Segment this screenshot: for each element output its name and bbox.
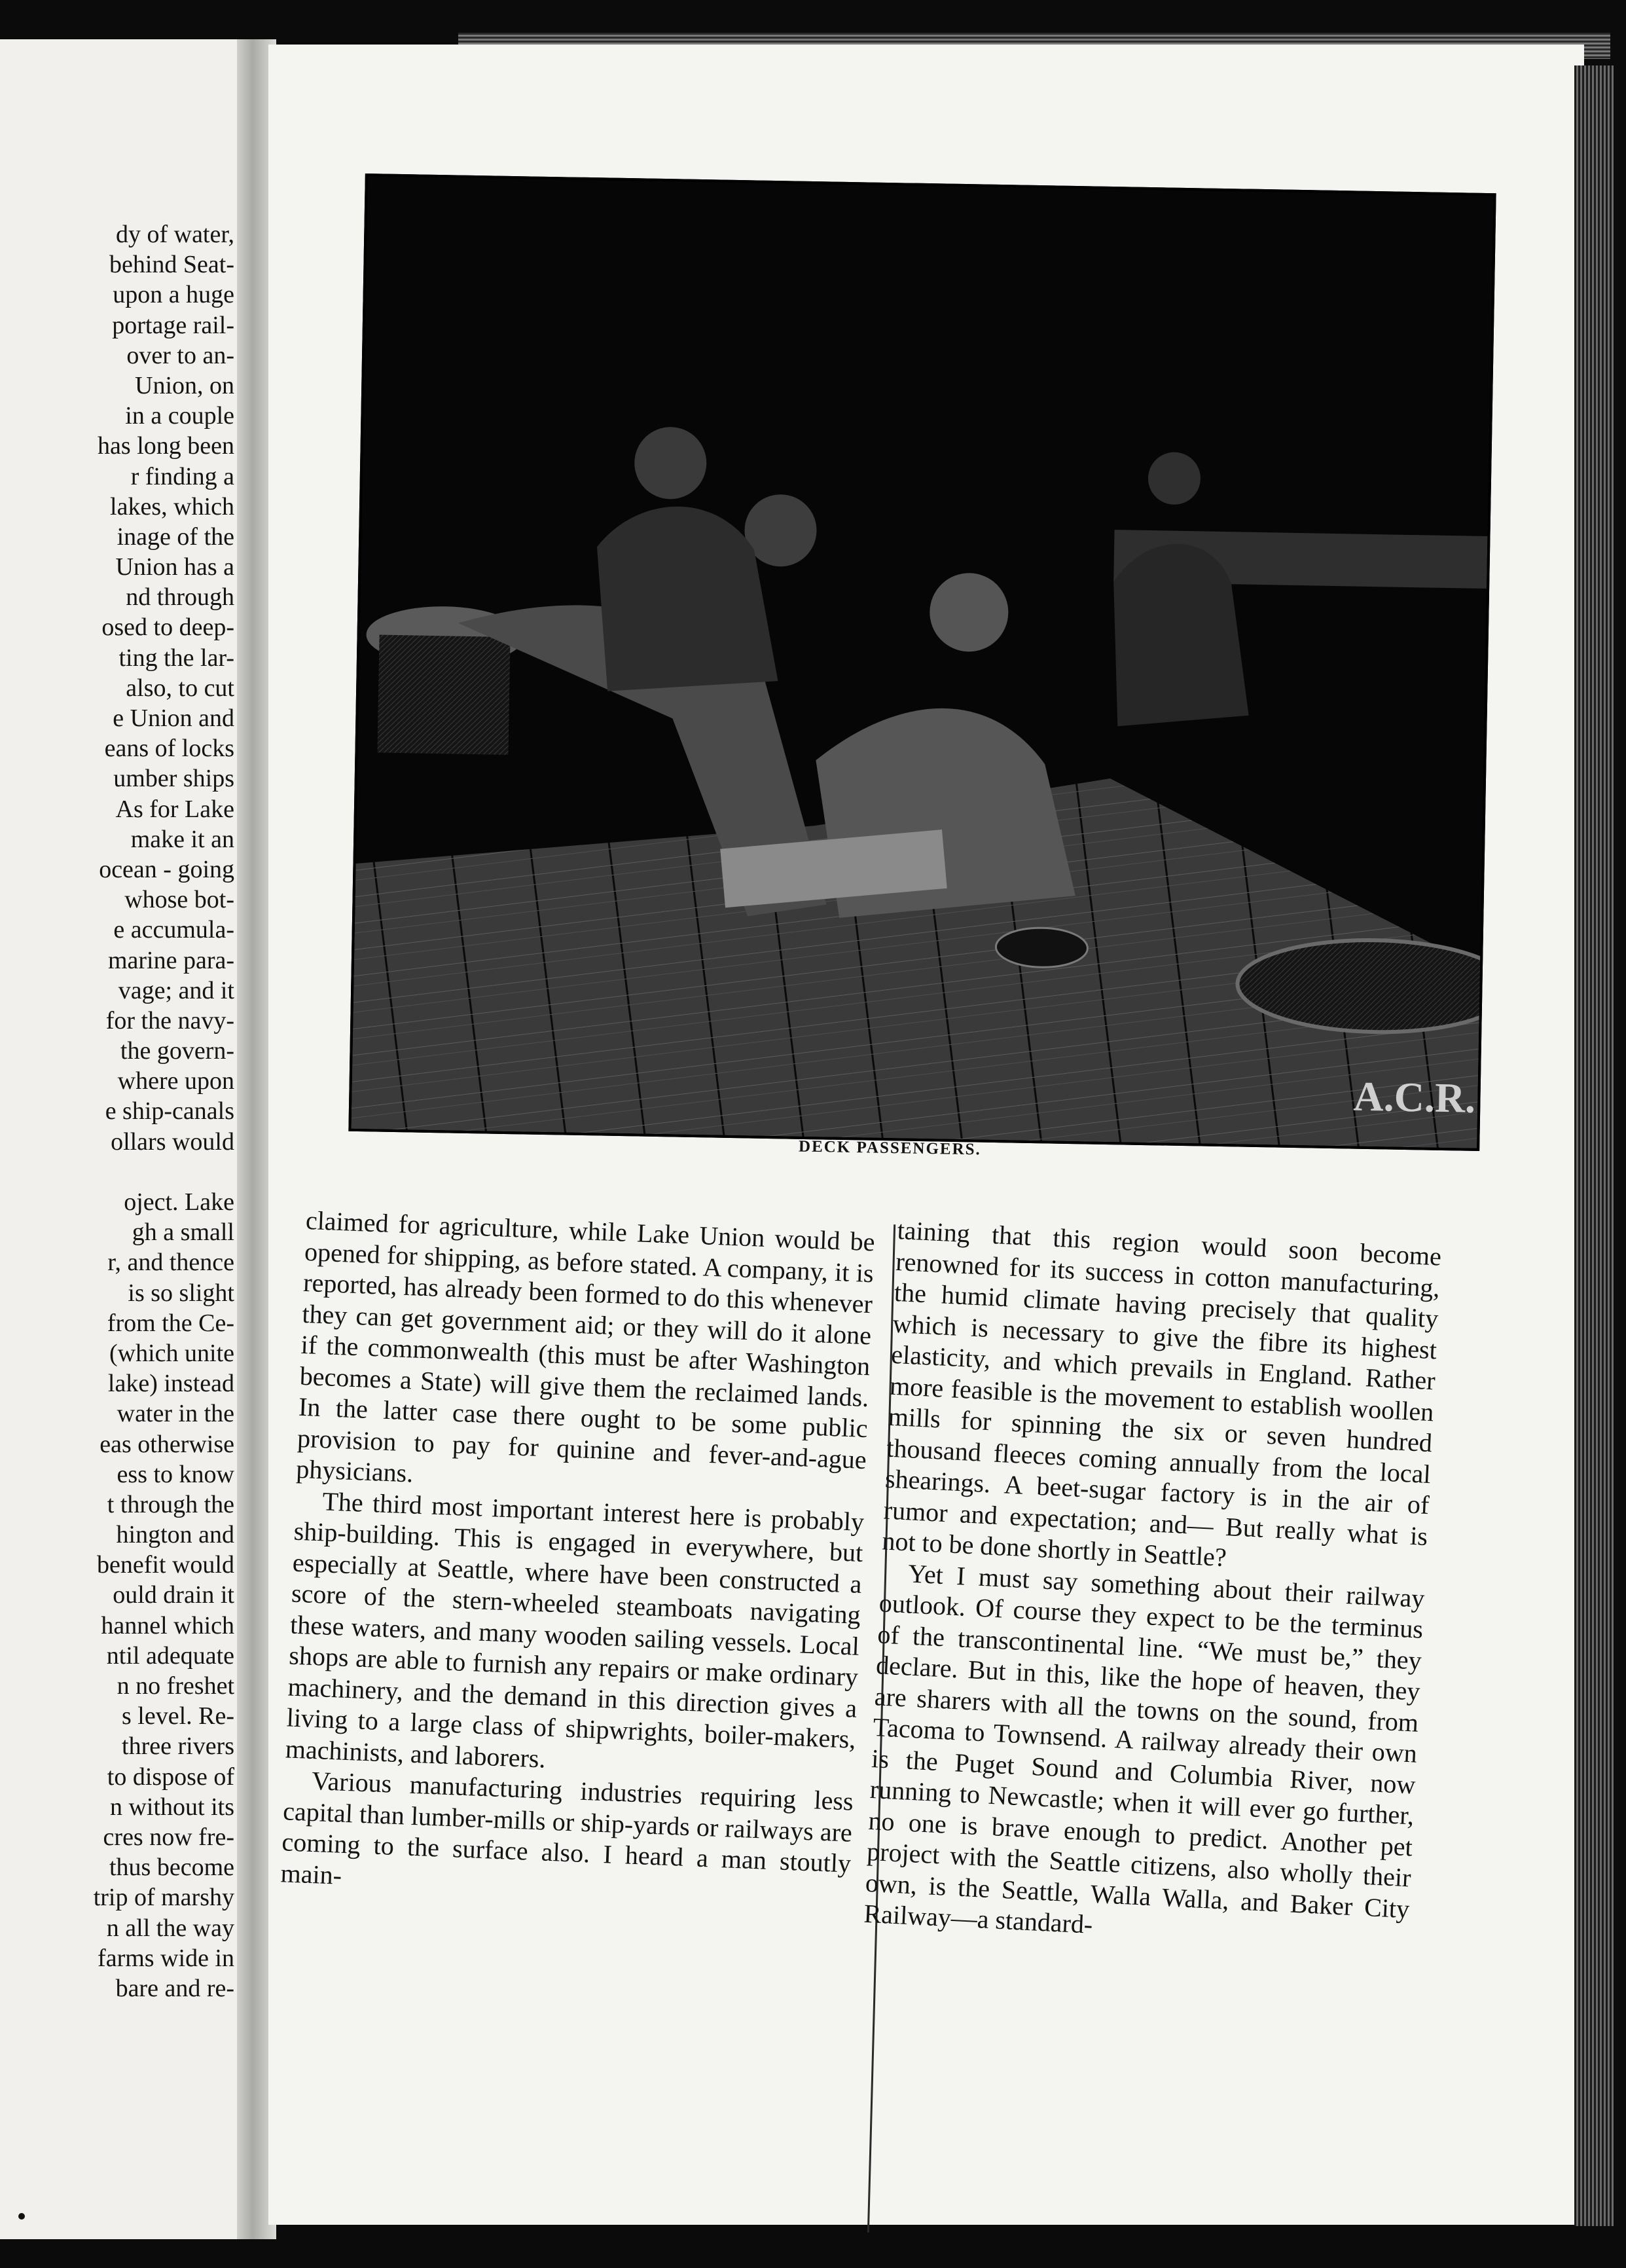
left-column-line: ting the lar- — [118, 644, 234, 672]
left-column-line — [94, 1157, 234, 1187]
artist-signature: A.C.R. — [1352, 1072, 1476, 1122]
left-column-line: umber ships — [113, 765, 234, 793]
left-column-line: for the navy- — [105, 1006, 234, 1034]
left-column-line: hington and — [116, 1521, 234, 1549]
left-column-line: Union, on — [135, 371, 234, 399]
left-column-line: upon a huge — [113, 281, 234, 309]
engraving-graphic — [351, 176, 1493, 1148]
left-column-line: make it an — [130, 825, 234, 853]
paragraph: The third most important interest here is probably ship-building. This is engaged in everywhere, but especially at Seattle, where have been constructed a score of the stern-wheeled steamboats navigating these waters, and many wooden sailing vessels. Local shops are able to furnish any repairs or make ordinary machinery, and the demand in this direction gives a living to a large class of shipwrights, boiler-makers, machinists, and laborers. — [285, 1486, 865, 1774]
left-column-line: (which unite — [109, 1339, 234, 1367]
left-column-line: bare and re- — [115, 1974, 234, 2002]
left-column-line: ocean - going — [99, 855, 234, 883]
left-column-line: from the Ce- — [107, 1309, 234, 1337]
left-column-line: cres now fre- — [103, 1823, 234, 1851]
paragraph: taining that this region would soon become renowned for its success in cotton manufacturing, the humid climate having precisely that quality which is necessary to give the fibre its highest elasticity, and which prevails in England. Rather more feasible is the movement to establish woollen mills for spinning the six or seven hundred thousand fleeces coming annually from the local shearings. A beet-sugar factory is in the air of rumor and expectation; and— But really what is not to be done shortly in Seattle? — [881, 1215, 1442, 1573]
left-column-line: ould drain it — [113, 1581, 234, 1609]
left-column-line: is so slight — [128, 1279, 234, 1307]
left-column-line: lakes, which — [110, 492, 234, 521]
left-column-line: ollars would — [111, 1127, 234, 1156]
left-column-line: e accumula- — [113, 916, 234, 944]
left-column-line: dy of water, — [115, 221, 234, 248]
left-column-line: whose bot- — [124, 886, 234, 914]
left-column-line: nd through — [126, 583, 234, 612]
left-column-line: has long been — [98, 432, 234, 460]
left-column-line: gh a small — [132, 1218, 234, 1247]
left-column-line: three rivers — [122, 1732, 234, 1761]
article-column-1 — [280, 1205, 875, 1911]
stool-base — [377, 635, 510, 755]
left-column-line: As for Lake — [115, 795, 234, 823]
left-column-line: vage; and it — [118, 976, 234, 1004]
left-column-line: inage of the — [117, 522, 234, 551]
left-column-line: e ship-canals — [105, 1097, 234, 1125]
left-column-line: to dispose of — [107, 1763, 234, 1791]
left-column-line: r finding a — [130, 462, 234, 490]
hat-on-deck — [996, 927, 1088, 968]
left-column-line: hannel which — [101, 1611, 234, 1639]
left-column-line: Union has a — [115, 553, 234, 581]
left-column-line: oject. Lake — [124, 1188, 234, 1216]
left-page-text-column — [94, 219, 234, 2003]
left-column-line: benefit would — [96, 1551, 234, 1579]
left-column-line: osed to deep- — [101, 613, 234, 642]
left-column-line: in a couple — [125, 402, 234, 430]
left-column-line: water in the — [117, 1400, 234, 1428]
page-mark-dot — [18, 2213, 25, 2220]
left-column-line: e Union and — [113, 704, 234, 732]
left-column-line: marine para- — [107, 946, 234, 974]
left-column-line: ess to know — [117, 1460, 234, 1488]
left-column-line: also, to cut — [126, 674, 234, 702]
left-column-line: t through the — [107, 1490, 234, 1518]
left-column-line: r, and thence — [107, 1249, 234, 1277]
left-column-line: behind Seat- — [109, 251, 234, 279]
left-column-line: where upon — [117, 1067, 234, 1095]
left-column-line: ntil adequate — [106, 1641, 234, 1670]
left-column-line: n all the way — [106, 1914, 234, 1942]
left-column-line: n without its — [109, 1793, 234, 1821]
left-column-line: eans of locks — [104, 735, 234, 763]
left-column-line: over to an- — [126, 341, 234, 369]
paragraph: claimed for agriculture, while Lake Union would be opened for shipping, as before stated. A company, it is reported, has already been formed to do this whenever they can get government aid; or they will do it alone if the commonwealth (this must be after Washington becomes a State) will give them the reclaimed lands. In the latter case there ought to be some public provision to pay for quinine and fever-and-ague physicians. — [295, 1205, 876, 1488]
article-column-2 — [863, 1215, 1442, 1956]
page-stack-edge — [1574, 65, 1614, 2226]
left-page — [0, 39, 242, 2239]
left-column-line: portage rail- — [112, 311, 234, 339]
illustration-caption: DECK PASSENGERS. — [798, 1137, 982, 1159]
left-column-line: lake) instead — [107, 1370, 234, 1398]
left-column-line: eas otherwise — [99, 1430, 234, 1458]
left-column-line: the govern- — [120, 1037, 234, 1065]
left-column-line: n no freshet — [117, 1672, 234, 1700]
paragraph: Various manufacturing industries requiring less capital than lumber-mills or ship-yards or railways are coming to the surface also. I heard a man stoutly main- — [280, 1765, 854, 1890]
left-column-line: farms wide in — [98, 1944, 234, 1972]
left-column-line: s level. Re- — [121, 1702, 234, 1730]
paragraph: Yet I must say something about their railway outlook. Of course they expect to be the terminus of the transcontinental line. “We must be,” they declare. But in this, like the hope of heaven, they are sharers with all the towns on the sound, from Tacoma to Townsend. A railway already their own is the Puget Sound and Columbia River, now running to Newcastle; when it will ever go further, no one is brave enough to predict. Another pet project with the Seattle citizens, also wholly their own, is the Seattle, Walla Walla, and Baker City Railway—a standard- — [863, 1558, 1426, 1939]
left-column-line: trip of marshy — [93, 1884, 234, 1912]
deck-passengers-illustration — [348, 174, 1496, 1151]
left-column-line: thus become — [109, 1854, 234, 1882]
